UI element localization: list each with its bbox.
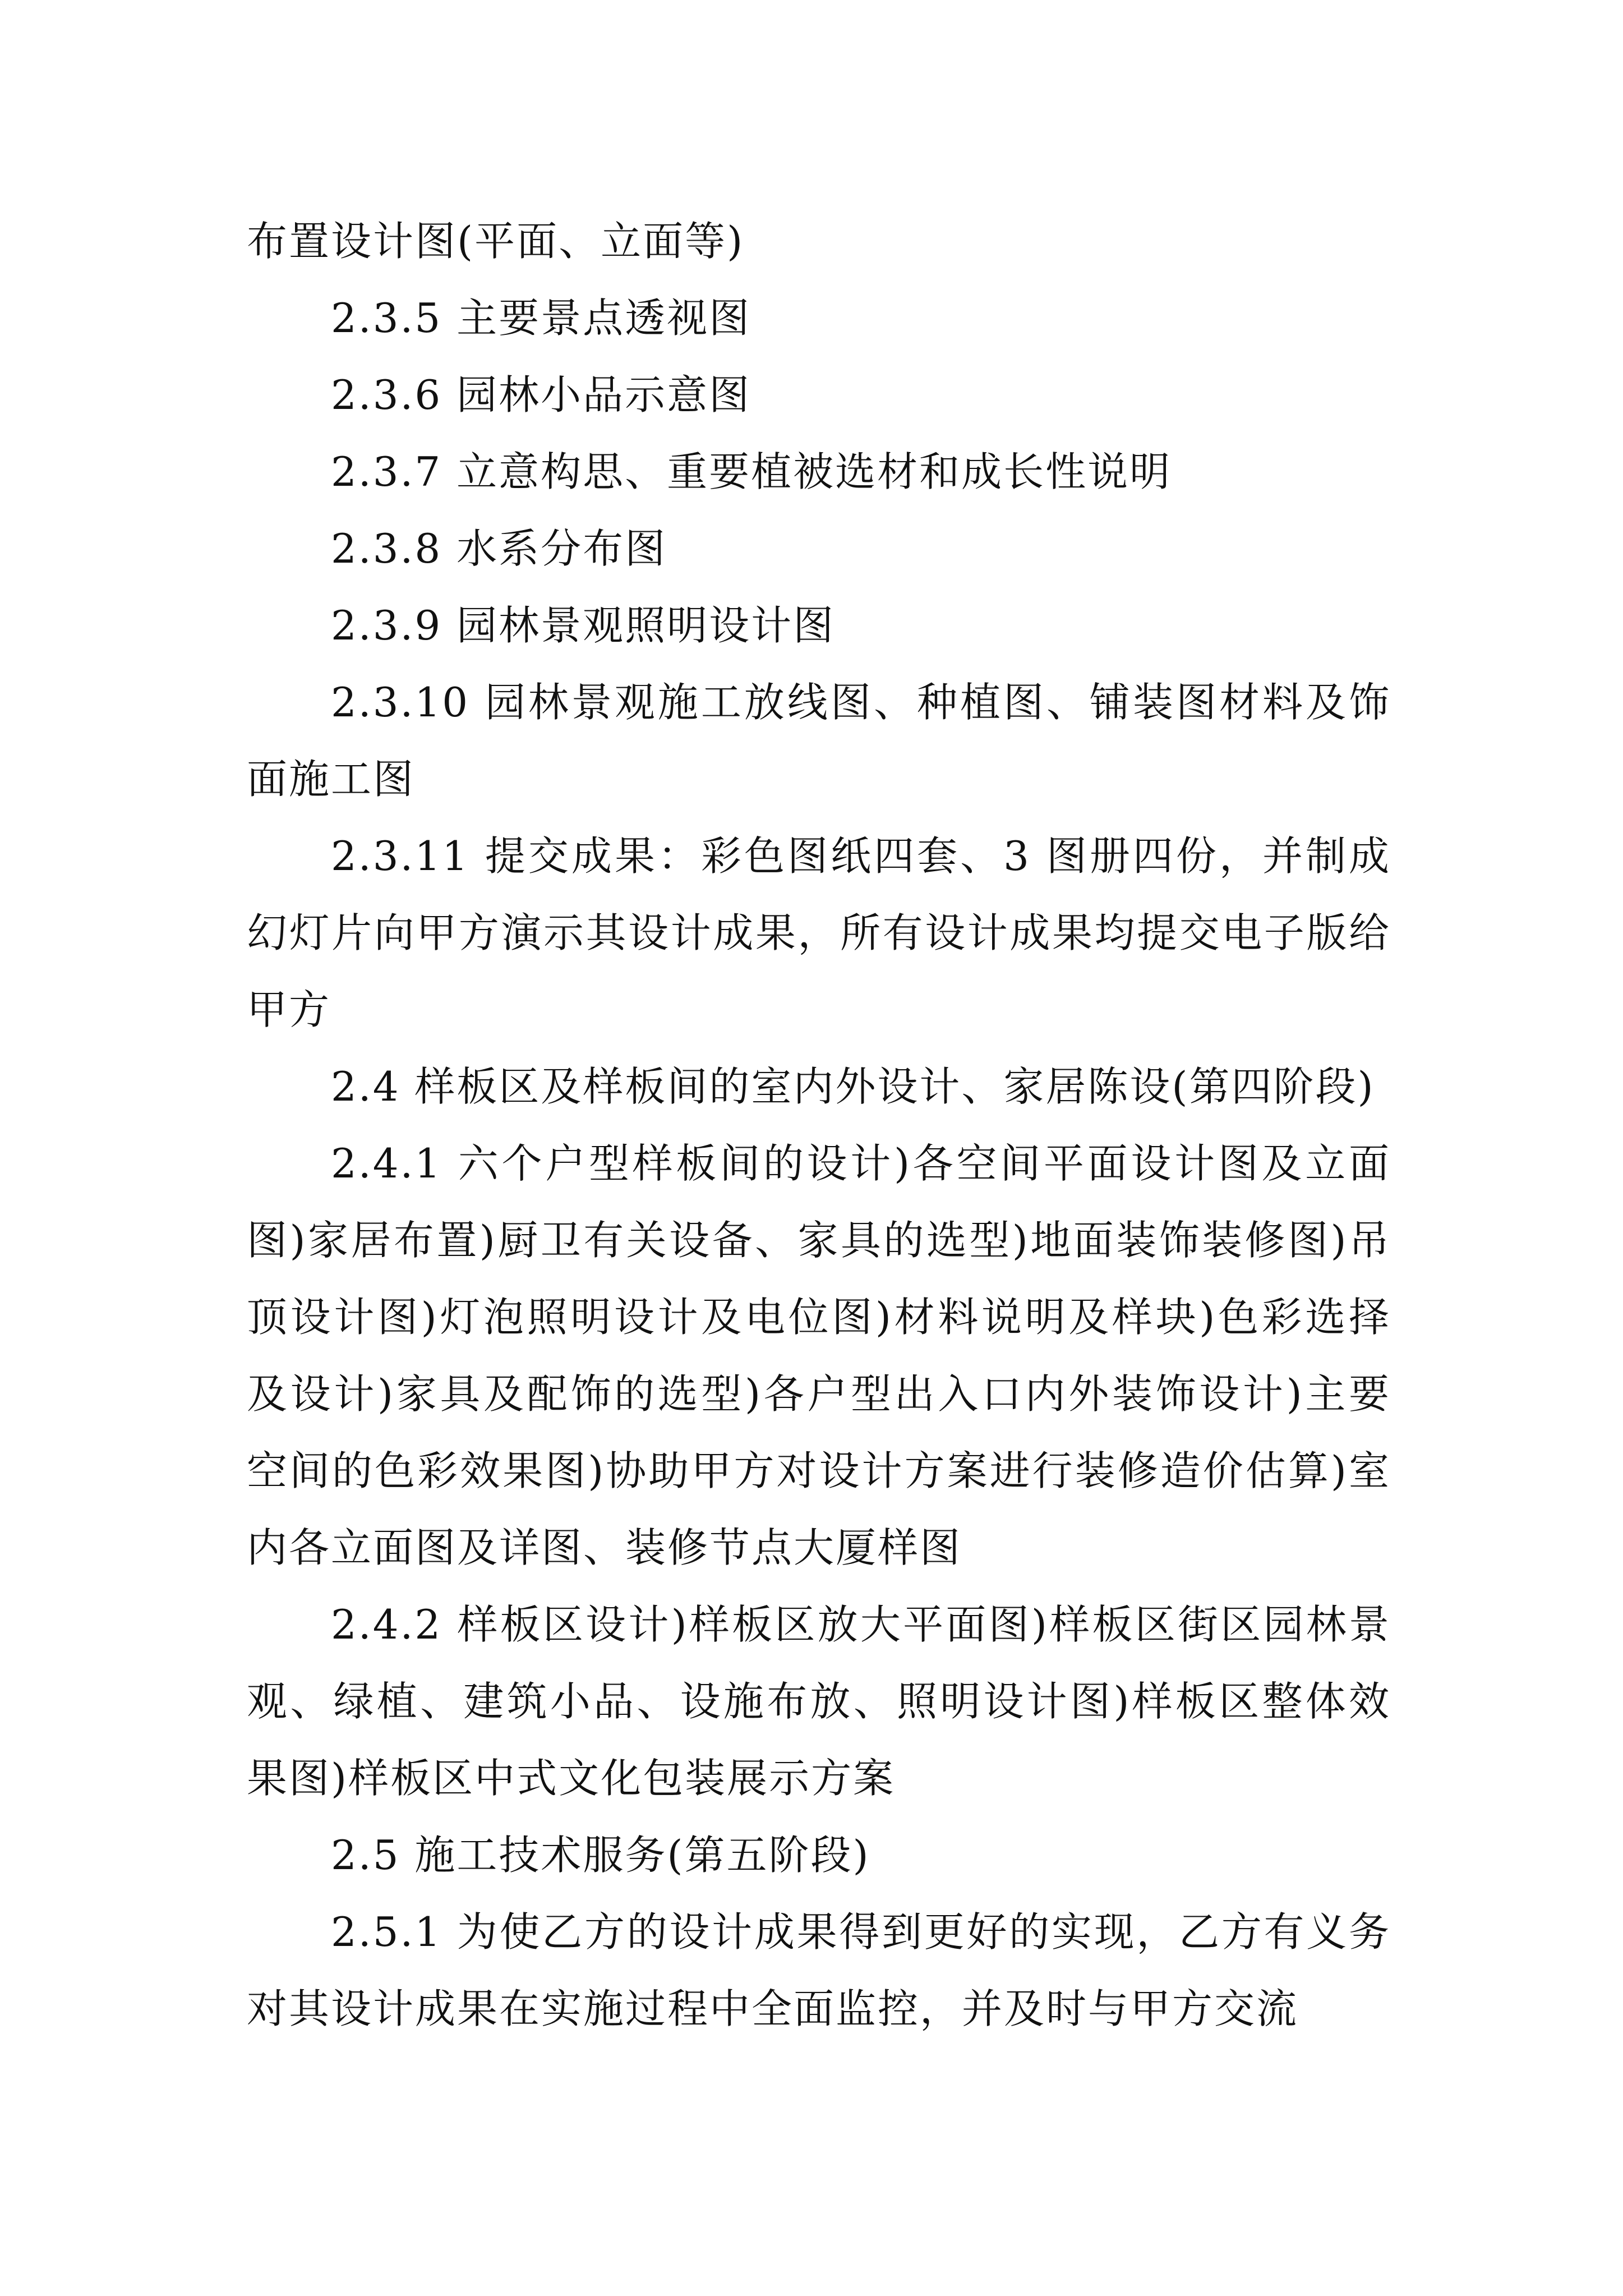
paragraph-2-3-9: 2.3.9 园林景观照明设计图 <box>331 602 836 649</box>
paragraph-2-5: 2.5 施工技术服务(第五阶段) <box>331 1832 870 1879</box>
paragraph-2-3-5: 2.3.5 主要景点透视图 <box>331 295 751 342</box>
paragraph-2-4: 2.4 样板区及样板间的室内外设计、家居陈设(第四阶段) <box>331 1063 1375 1110</box>
paragraph-2-3-11: 2.3.11 提交成果：彩色图纸四套、3 图册四份，并制成幻灯片向甲方演示其设计成果，所有设计成果均提交电子版给甲方 <box>247 832 1391 1033</box>
paragraph-2-5-1: 2.5.1 为使乙方的设计成果得到更好的实现，乙方有义务对其设计成果在实施过程中全面监控，并及时与甲方交流 <box>247 1908 1391 2032</box>
paragraph-2-3-6: 2.3.6 园林小品示意图 <box>331 371 751 418</box>
paragraph-2-3-10: 2.3.10 园林景观施工放线图、种植图、铺装图材料及饰面施工图 <box>247 679 1391 803</box>
paragraph-2-4-1: 2.4.1 六个户型样板间的设计)各空间平面设计图及立面图)家居布置)厨卫有关设备、家具的选型)地面装饰装修图)吊顶设计图)灯泡照明设计及电位图)材料说明及样块)色彩选择及设计)家具及配饰的选型)各户型出入口内外装饰设计)主要空间的色彩效果图)协助甲方对设计方案进行装修造价估算)室内各立面图及详图、装修节点大厦样图 <box>247 1140 1391 1571</box>
paragraph-2-3-7: 2.3.7 立意构思、重要植被选材和成长性说明 <box>331 448 1172 495</box>
paragraph-2-3-8: 2.3.8 水系分布图 <box>331 525 667 572</box>
paragraph-2-4-2: 2.4.2 样板区设计)样板区放大平面图)样板区街区园林景观、绿植、建筑小品、设施布放、照明设计图)样板区整体效果图)样板区中式文化包装展示方案 <box>247 1601 1391 1802</box>
document-body <box>247 203 1391 2047</box>
paragraph-layout-drawing: 布置设计图(平面、立面等) <box>247 218 745 265</box>
